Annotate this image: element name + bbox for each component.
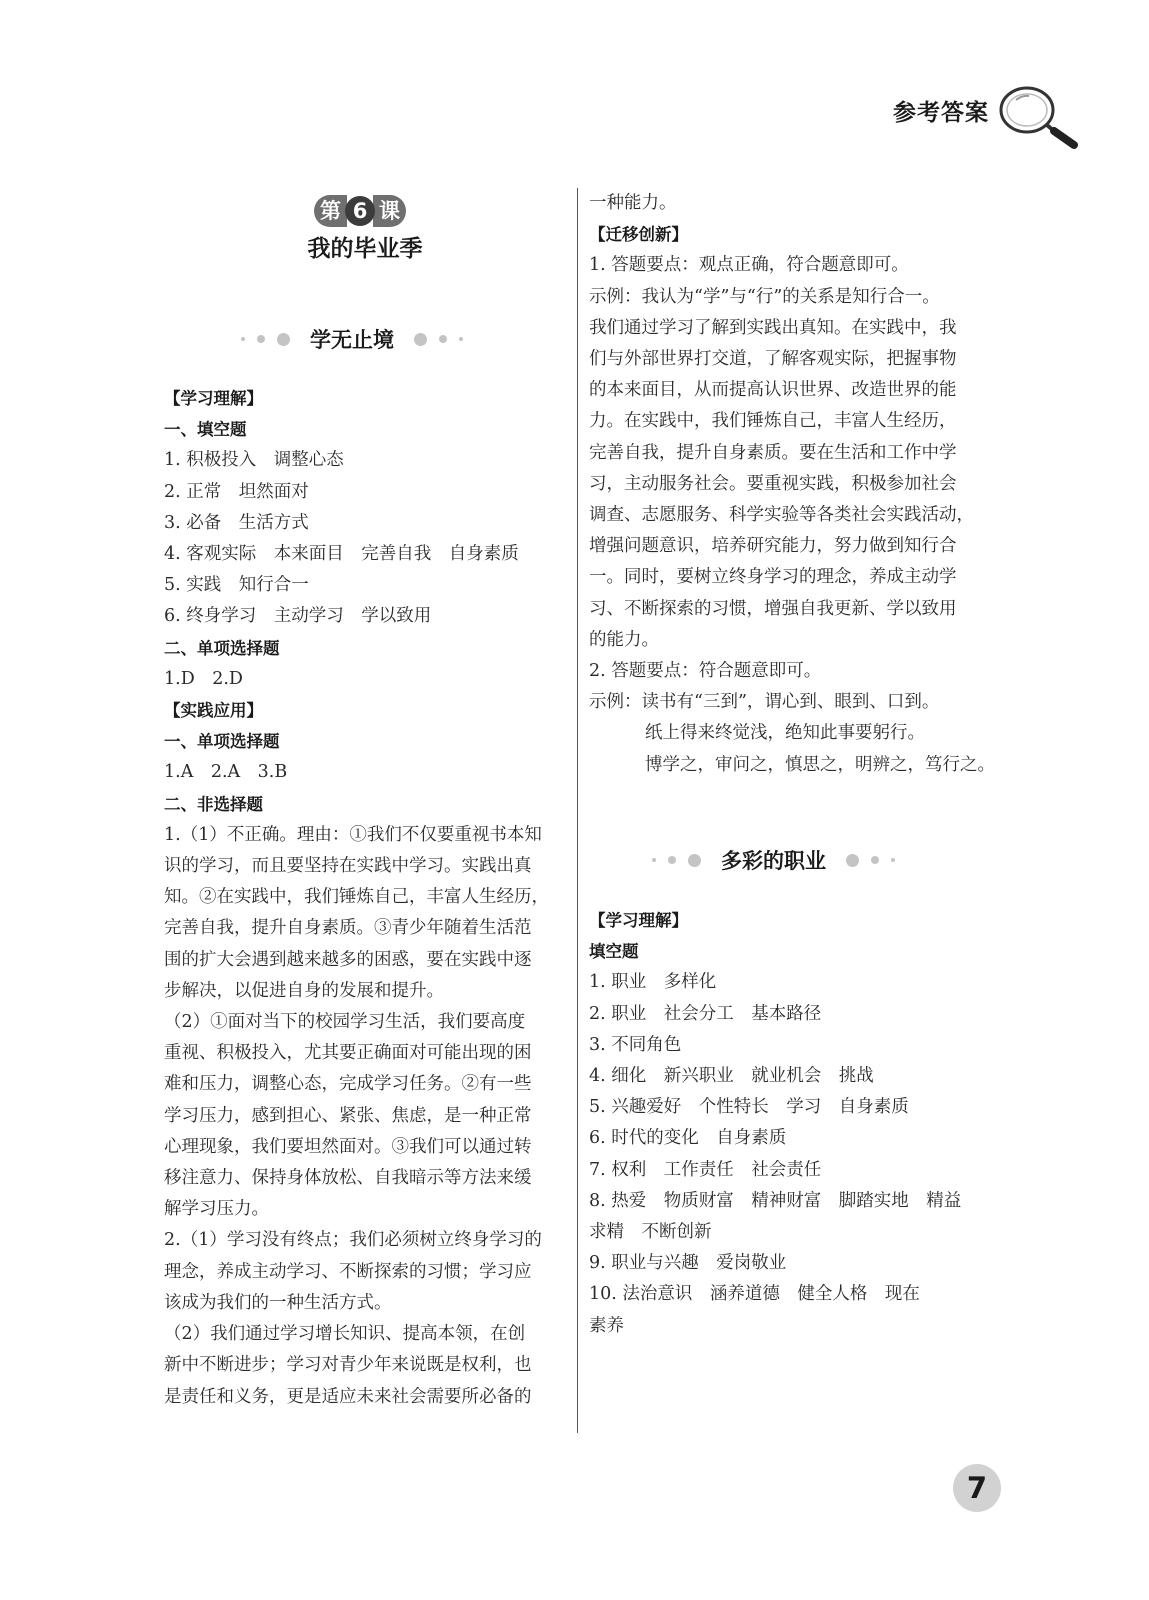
left-column [164, 383, 569, 1413]
answer-line: 2.（1）学习没有终点；我们必须树立终身学习的 [164, 1230, 542, 1251]
answer-line: 3. 不同角色 [589, 1034, 682, 1055]
answer-line: 识的学习，而且要坚持在实践中学习。实践出真 [164, 856, 532, 877]
answer-line: 知。②在实践中，我们锤炼自己，丰富人生经历， [164, 887, 549, 908]
subheading: 二、非选择题 [164, 794, 263, 814]
answer-line: 的能力。 [589, 629, 659, 650]
answer-line: 6. 时代的变化 自身素质 [589, 1128, 787, 1149]
answer-line: 围的扩大会遇到越来越多的困惑，要在实践中逐 [164, 949, 532, 970]
subheading: 【学习理解】 [589, 911, 688, 930]
section-title: 多彩的职业 [721, 849, 826, 873]
lesson-prefix: 第 [314, 195, 347, 227]
section-title: 学无止境 [310, 328, 394, 352]
answer-line: 4. 细化 新兴职业 就业机会 挑战 [589, 1066, 874, 1087]
header-title: 参考答案 [893, 100, 989, 126]
answer-line: 的本来面目，从而提高认识世界、改造世界的能 [589, 380, 957, 401]
subheading: 【实践应用】 [164, 701, 263, 721]
answer-line: 8. 热爱 物质财富 精神财富 脚踏实地 精益 [589, 1190, 962, 1211]
section-heading-1 [241, 324, 463, 354]
answer-line: 心理现象，我们要坦然面对。③我们可以通过转 [164, 1136, 532, 1157]
answer-line: 5. 实践 知行合一 [164, 575, 309, 596]
answer-line: 博学之，审问之，慎思之，明辨之，笃行之。 [645, 754, 995, 775]
answer-line: 增强问题意识，培养研究能力，努力做到知行合 [589, 536, 957, 557]
answer-line: 理念，养成主动学习、不断探索的习惯；学习应 [164, 1261, 532, 1282]
answer-line: （2）我们通过学习增长知识、提高本领，在创 [164, 1324, 526, 1345]
answer-line: 一种能力。 [589, 193, 677, 213]
answer-line: 难和压力，调整心态，完成学习任务。②有一些 [164, 1074, 532, 1095]
answer-line: 10. 法治意识 涵养道德 健全人格 现在 [589, 1284, 920, 1305]
answer-line: 们与外部世界打交道，了解客观实际，把握事物 [589, 349, 957, 370]
subheading: 【迁移创新】 [589, 225, 688, 245]
answer-line: 6. 终身学习 主动学习 学以致用 [164, 606, 432, 627]
answer-line: 该成为我们的一种生活方式。 [164, 1292, 392, 1313]
answer-line: 习，主动服务社会。要重视实践，积极参加社会 [589, 473, 957, 494]
right-column-top [589, 188, 999, 781]
lesson-suffix: 课 [373, 195, 406, 227]
answer-line: 完善自我，提升自身素质。③青少年随着生活范 [164, 918, 532, 939]
subheading: 填空题 [589, 942, 639, 962]
answer-line: 2. 答题要点：符合题意即可。 [589, 661, 822, 682]
answer-line: 求精 不断创新 [589, 1222, 712, 1243]
answer-line: 1.D 2.D [164, 668, 243, 689]
answer-line: 学习压力，感到担心、紧张、焦虑，是一种正常 [164, 1105, 532, 1126]
answer-line: 示例：我认为“学”与“行”的关系是知行合一。 [589, 286, 940, 307]
page-number: 7 [953, 1464, 1001, 1512]
answer-line: 素养 [589, 1315, 624, 1336]
answer-line: 完善自我，提升自身素质。要在生活和工作中学 [589, 442, 957, 463]
subheading: 一、单项选择题 [164, 732, 280, 752]
answer-line: 移注意力、保持身体放松、自我暗示等方法来缓 [164, 1168, 532, 1189]
answer-line: 1. 答题要点：观点正确，符合题意即可。 [589, 255, 909, 276]
answer-line: 解学习压力。 [164, 1199, 269, 1220]
lesson-badge [314, 195, 406, 227]
right-column-bottom [589, 905, 999, 1342]
lesson-number: 6 [345, 196, 375, 226]
answer-line: 一。同时，要树立终身学习的理念，养成主动学 [589, 567, 957, 588]
answer-line: 5. 兴趣爱好 个性特长 学习 自身素质 [589, 1097, 909, 1118]
answer-line: 示例：读书有“三到”，谓心到、眼到、口到。 [589, 692, 940, 713]
answer-line: （2）①面对当下的校园学习生活，我们要高度 [164, 1012, 526, 1033]
answer-line: 2. 正常 坦然面对 [164, 481, 309, 502]
answer-line: 力。在实践中，我们锤炼自己，丰富人生经历， [589, 411, 957, 432]
answer-line: 7. 权利 工作责任 社会责任 [589, 1159, 822, 1180]
answer-line: 1. 积极投入 调整心态 [164, 450, 344, 471]
answer-line: 9. 职业与兴趣 爱岗敬业 [589, 1253, 787, 1274]
section-heading-2 [652, 845, 895, 875]
answer-line: 新中不断进步；学习对青少年来说既是权利，也 [164, 1355, 532, 1376]
subheading: 一、填空题 [164, 420, 247, 440]
answer-line: 1.（1）不正确。理由：①我们不仅要重视书本知 [164, 824, 542, 845]
subheading: 【学习理解】 [164, 389, 263, 408]
column-divider [577, 188, 578, 1433]
answer-line: 步解决，以促进自身的发展和提升。 [164, 980, 444, 1001]
answer-line: 4. 客观实际 本来面目 完善自我 自身素质 [164, 544, 519, 565]
answer-line: 习、不断探索的习惯，增强自我更新、学以致用 [589, 598, 957, 619]
answer-line: 2. 职业 社会分工 基本路径 [589, 1003, 822, 1024]
magnifier-icon [998, 84, 1080, 150]
answer-line: 调查、志愿服务、科学实验等各类社会实践活动， [589, 505, 974, 526]
subheading: 二、单项选择题 [164, 638, 280, 658]
answer-line: 是责任和义务，更是适应未来社会需要所必备的 [164, 1386, 532, 1407]
answer-line: 重视、积极投入，尤其要正确面对可能出现的困 [164, 1043, 532, 1064]
answer-line: 我们通过学习了解到实践出真知。在实践中，我 [589, 317, 957, 338]
answer-line: 纸上得来终觉浅，绝知此事要躬行。 [645, 723, 925, 744]
answer-line: 1.A 2.A 3.B [164, 762, 288, 783]
answer-line: 3. 必备 生活方式 [164, 512, 309, 533]
answer-line: 1. 职业 多样化 [589, 972, 717, 993]
lesson-title: 我的毕业季 [307, 236, 423, 262]
